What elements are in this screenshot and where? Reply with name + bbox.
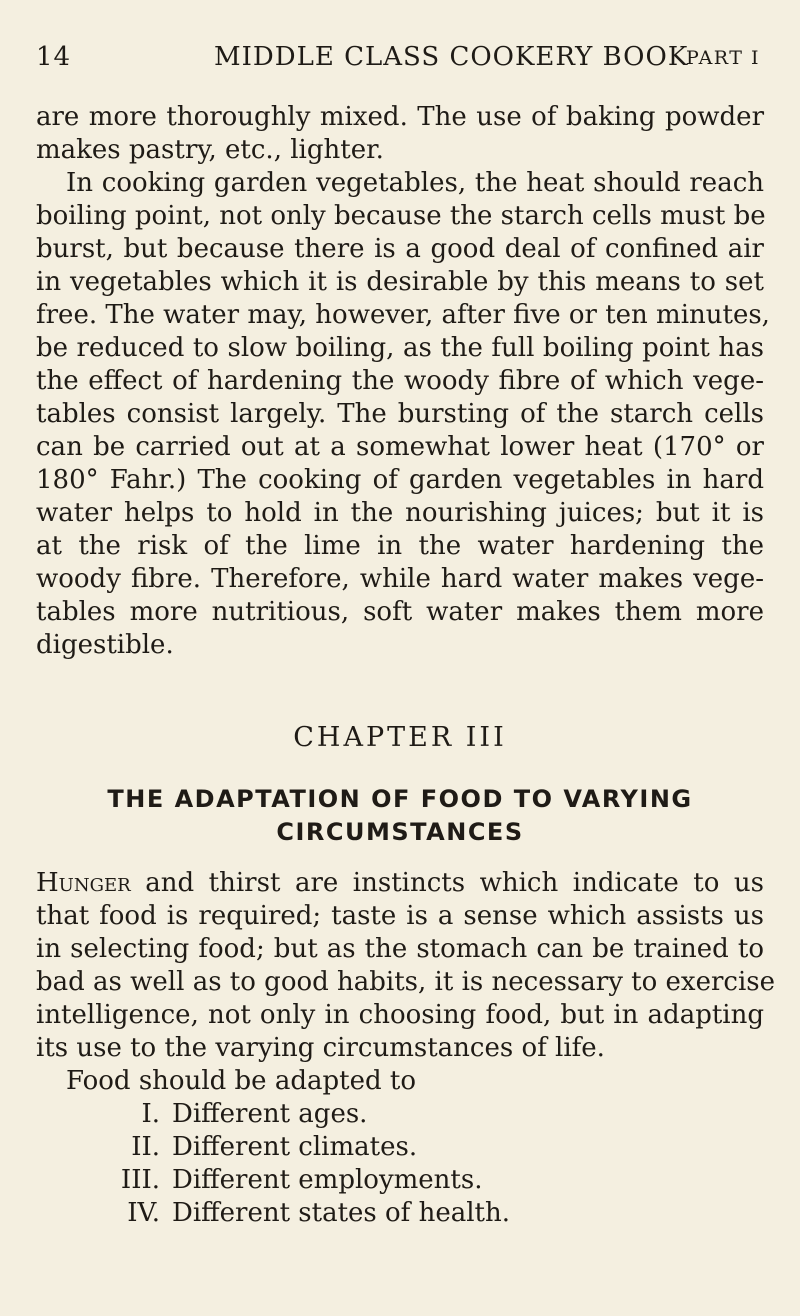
list-text: Different employments. — [172, 1165, 483, 1195]
text-line: burst, but because there is a good deal of confined air — [36, 234, 764, 264]
text-line: tables more nutritious, soft water makes them more — [36, 597, 764, 627]
chapter-number: CHAPTER III — [293, 722, 507, 753]
text-line: tables consist largely. The bursting of the starch cells — [36, 399, 764, 429]
list-number: I. — [141, 1099, 160, 1129]
drop-word: Hunger — [36, 868, 131, 898]
text-line: intelligence, not only in choosing food, but in adapting — [36, 1000, 764, 1030]
list-number: IV. — [127, 1198, 160, 1228]
list-number: III. — [120, 1165, 160, 1195]
part-label: PART I — [686, 47, 760, 69]
text-line: bad as well as to good habits, it is necessary to exercise — [36, 967, 775, 997]
text-line: free. The water may, however, after five or ten minutes, — [36, 300, 770, 330]
text-line: be reduced to slow boiling, as the full boiling point has — [36, 333, 764, 363]
text-line: in vegetables which it is desirable by this means to set — [36, 267, 764, 297]
text-line: water helps to hold in the nourishing juices; but it is — [36, 498, 764, 528]
text-line: digestible. — [36, 630, 174, 660]
text-line: in selecting food; but as the stomach can be trained to — [36, 934, 764, 964]
text-line: at the risk of the lime in the water hardening the — [36, 531, 764, 561]
text-line: makes pastry, etc., lighter. — [36, 135, 384, 165]
text-line: woody fibre. Therefore, while hard water makes vege- — [36, 564, 764, 594]
text-line: that food is required; taste is a sense which assists us — [36, 901, 764, 931]
text-line: are more thoroughly mixed. The use of baking powder — [36, 102, 764, 132]
text-line: 180° Fahr.) The cooking of garden vegetables in hard — [36, 465, 764, 495]
page-number: 14 — [36, 42, 72, 72]
text-line: boiling point, not only because the starch cells must be — [36, 201, 766, 231]
book-title: MIDDLE CLASS COOKERY BOOK — [214, 42, 689, 72]
chapter-title-line-1: THE ADAPTATION OF FOOD TO VARYING — [107, 785, 693, 813]
text-line: In cooking garden vegetables, the heat should reach — [66, 168, 764, 198]
running-head — [36, 42, 760, 82]
list-number: II. — [131, 1132, 160, 1162]
list-text: Different ages. — [172, 1099, 368, 1129]
chapter-title-line-2: CIRCUMSTANCES — [276, 818, 524, 846]
list-text: Different states of health. — [172, 1198, 510, 1228]
text-line: can be carried out at a somewhat lower heat (170° or — [36, 432, 764, 462]
text-line: Food should be adapted to — [66, 1066, 416, 1096]
list-text: Different climates. — [172, 1132, 418, 1162]
text-line: the effect of hardening the woody fibre of which vege- — [36, 366, 764, 396]
text-line: Hunger and thirst are instincts which indicate to us — [36, 868, 764, 898]
text-line: its use to the varying circumstances of life. — [36, 1033, 605, 1063]
